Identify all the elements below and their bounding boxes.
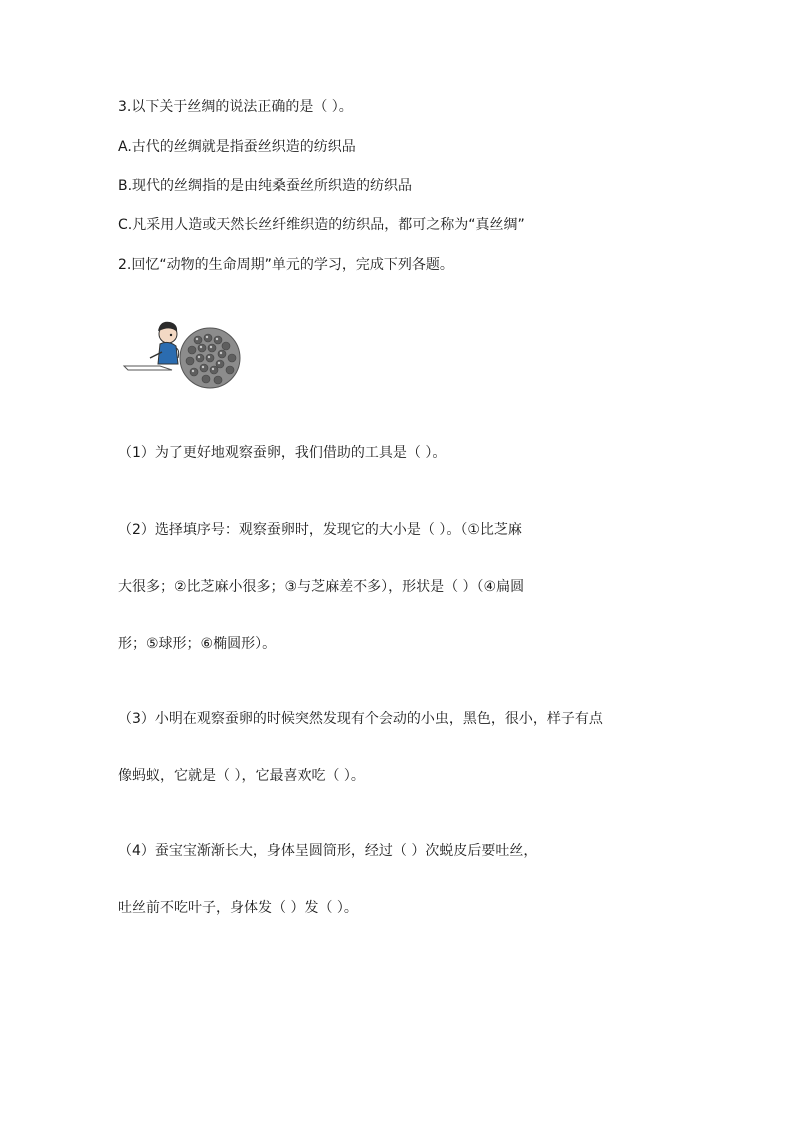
- sub-question-2-line-2: 大很多；②比芝麻小很多；③与芝麻差不多），形状是（ ）（④扁圆: [118, 579, 525, 595]
- question-3-option-a: A.古代的丝绸就是指蚕丝织造的纺织品: [118, 139, 356, 155]
- sub-question-4-line-2: 吐丝前不吃叶子，身体发（ ）发（ ）。: [118, 900, 358, 916]
- sub-question-3-line-2: 像蚂蚁，它就是（ ），它最喜欢吃（ ）。: [118, 768, 365, 784]
- sub-question-4-line-1: （4）蚕宝宝渐渐长大，身体呈圆筒形，经过（ ）次蜕皮后要吐丝，: [118, 843, 538, 859]
- sub-question-1: （1）为了更好地观察蚕卵，我们借助的工具是（ ）。: [118, 445, 447, 461]
- sub-question-3-line-1: （3）小明在观察蚕卵的时候突然发现有个会动的小虫，黑色，很小，样子有点: [118, 711, 603, 727]
- sub-question-2-line-3: 形；⑤球形；⑥椭圆形）。: [118, 636, 277, 652]
- question-3-option-b: B.现代的丝绸指的是由纯桑蚕丝所织造的纺织品: [118, 178, 413, 194]
- question-3-stem: 3.以下关于丝绸的说法正确的是（ ）。: [118, 99, 353, 115]
- silkworm-eggs-illustration: [120, 318, 250, 398]
- sub-question-2-line-1: （2）选择填序号：观察蚕卵时，发现它的大小是（ ）。（①比芝麻: [118, 522, 522, 538]
- question-3-option-c: C.凡采用人造或天然长丝纤维织造的纺织品，都可之称为“真丝绸”: [118, 217, 525, 233]
- question-2-stem: 2.回忆“动物的生命周期”单元的学习，完成下列各题。: [118, 257, 454, 273]
